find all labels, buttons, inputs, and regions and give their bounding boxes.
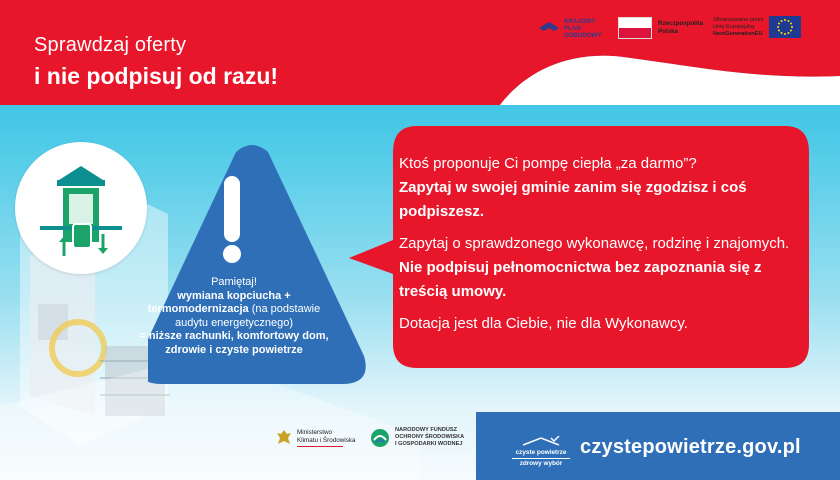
bubble-p1-bold: Zapytaj w swojej gminie zanim się zgodzisz i coś podpiszesz. [399, 179, 747, 220]
eu-logo-text-1: Sfinansowane przez [713, 16, 764, 23]
bubble-paragraph-2 [399, 232, 799, 304]
note-line-5: = niższe rachunki, komfortowy dom, [139, 330, 329, 342]
eu-logo-text-2: Unię Europejską [713, 23, 755, 30]
heat-pump-icon [15, 142, 147, 274]
triangle-note [134, 276, 334, 357]
headline-line-2: i nie podpisuj od razu! [34, 63, 279, 89]
exclamation-icon [224, 176, 240, 242]
note-line-1: Pamiętaj! [211, 276, 257, 288]
bubble-paragraph-1 [399, 152, 799, 224]
rp-logo [618, 17, 703, 39]
kpo-logo [539, 16, 601, 40]
bubble-text [399, 152, 799, 344]
poland-flag-icon [618, 17, 652, 39]
fund-text-2: OCHRONY ŚRODOWISKA [395, 434, 465, 440]
cp-logo-text-1: czyste powietrze [515, 449, 567, 456]
fund-text-1: NARODOWY FUNDUSZ [395, 427, 458, 433]
kpo-logo-text-1: KRAJOWY [564, 17, 596, 25]
ministry-text-2: Klimatu i Środowiska [297, 436, 356, 444]
eu-flag-icon [769, 16, 801, 38]
eu-logo-text-3: NextGenerationEU [713, 30, 763, 37]
website-link[interactable]: czystepowietrze.gov.pl [580, 436, 801, 458]
bubble-paragraph-3: Dotacja jest dla Ciebie, nie dla Wykonawcy. [399, 315, 688, 332]
bubble-p2-regular: Zapytaj o sprawdzonego wykonawcę, rodzinę i znajomych. [399, 235, 790, 252]
ministry-logo [276, 428, 355, 448]
note-line-6: zdrowie i czyste powietrze [165, 343, 303, 356]
fund-text-3: I GOSPODARKI WODNEJ [395, 441, 463, 447]
note-line-3 [134, 303, 334, 317]
eagle-emblem-icon [276, 428, 292, 448]
eu-logo [713, 16, 801, 38]
note-line-2: wymiana kopciucha + [177, 289, 291, 302]
ministry-text-1: Ministerstwo [297, 428, 332, 436]
bubble-p1-regular: Ktoś proponuje Ci pompę ciepła „za darmo”? [399, 155, 697, 172]
heat-pump-icon-circle [15, 142, 147, 274]
nfosigw-emblem-icon [370, 428, 390, 448]
bubble-p2-bold: Nie podpisuj pełnomocnictwa bez zapoznania się z treścią umowy. [399, 259, 762, 300]
czyste-powietrze-logo [512, 436, 570, 468]
kpo-logo-text-3: ODBUDOWY [564, 31, 602, 39]
roof-check-icon [521, 436, 561, 446]
cp-logo-text-2: zdrowy wybór [512, 458, 570, 468]
rp-logo-text-2: Polska [658, 28, 678, 35]
note-line-4: audytu energetycznego) [174, 316, 294, 329]
ministry-rule [297, 446, 343, 448]
headline-line-1: Sprawdzaj oferty [34, 34, 187, 56]
kpo-logo-text-2: PLAN [564, 24, 581, 32]
note-line-3-bold: termomodernizacja [147, 303, 249, 315]
kpo-logo-icon [539, 16, 559, 40]
nfosigw-logo [370, 427, 464, 448]
rp-logo-text-1: Rzeczpospolita [658, 20, 704, 27]
note-line-3-rest: (na podstawie [248, 303, 321, 315]
